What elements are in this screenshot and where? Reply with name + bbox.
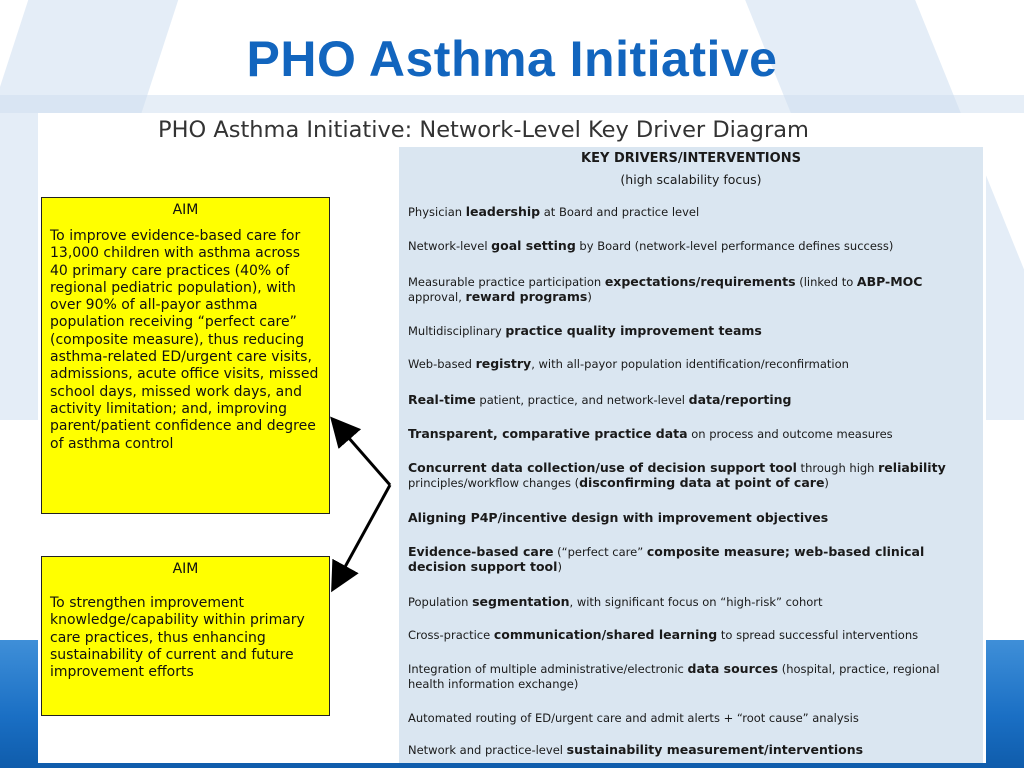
driver-key-term: leadership [465,204,541,219]
driver-key-term: ABP-MOC [856,274,923,289]
driver-text: Web-based [408,357,476,371]
driver-text: principles/workflow changes ( [408,475,580,490]
key-driver-item [408,461,968,490]
driver-key-term: Evidence-based care [408,544,554,559]
driver-key-term: sustainability measurement/interventions [566,742,864,757]
driver-key-term: goal setting [491,238,576,253]
drivers-subheader: (high scalability focus) [620,172,762,187]
diagram-title: PHO Asthma Initiative: Network-Level Key Driver Diagram [158,117,809,143]
driver-key-term: reward programs [465,288,588,304]
driver-text: at Board and practice level [540,205,700,219]
driver-key-term: composite measure; web-based clinical decision support tool [408,544,925,574]
key-driver-item [408,324,968,339]
driver-text: to spread successful interventions [717,628,919,642]
driver-text: ) [824,475,829,490]
driver-text: approval, [408,289,466,304]
driver-text: patient, practice, and network-level [475,393,689,407]
key-driver-item [408,427,968,442]
key-driver-item [408,393,968,408]
driver-key-term: Concurrent data collection/use of decision support tool [408,460,797,475]
key-driver-item [408,545,968,574]
key-driver-item [408,205,968,220]
driver-key-term: practice quality improvement teams [505,323,762,338]
key-drivers-panel [399,147,983,763]
driver-text: Automated routing of ED/urgent care and admit alerts + “root cause” analysis [408,711,859,725]
key-driver-item [408,357,968,372]
key-driver-item [408,628,968,643]
driver-text: Network and practice-level [408,743,567,757]
page-title: PHO Asthma Initiative [246,31,778,87]
driver-text: Physician [408,205,466,219]
key-driver-item [408,711,968,726]
driver-text: Network-level [408,239,492,253]
driver-text: , with significant focus on “high-risk” cohort [569,595,823,609]
driver-key-term: segmentation [472,594,570,609]
driver-text: (“perfect care” [553,545,647,559]
arrow-to-aim-1 [334,421,390,485]
driver-text: Cross-practice [408,628,494,642]
driver-key-term: Real-time [408,392,476,407]
driver-key-term: communication/shared learning [493,627,718,642]
driver-text: Integration of multiple administrative/electronic [408,662,688,676]
aim-text: To improve evidence-based care for 13,000 children with asthma across 40 primary care practices (40% of regional pediatric population), with over 90% of all-payor asthma population receiving “perfect care” (composite measure), thus reducing asthma-related ED/urgent care visits, admissions, acute office visits, missed school days, missed work days, and activity limitation; and, improving parent/patient confidence and degree of asthma control [50,228,319,452]
driver-text: ) [557,559,562,574]
key-driver-item [408,511,968,526]
key-driver-item [408,662,968,691]
key-driver-item [408,275,968,304]
driver-text: through high [796,461,879,475]
driver-text: Multidisciplinary [408,324,506,338]
aim-heading: AIM [172,561,199,577]
drivers-header: KEY DRIVERS/INTERVENTIONS [581,151,801,166]
arrow-to-aim-2 [334,485,390,587]
driver-key-term: expectations/requirements [604,274,796,289]
driver-key-term: data sources [687,661,779,676]
driver-text: on process and outcome measures [687,427,893,441]
aim-heading: AIM [172,202,199,218]
driver-key-term: data/reporting [688,392,792,407]
key-driver-item [408,239,968,254]
driver-diagram [38,113,986,763]
driver-key-term: disconfirming data at point of care [579,474,825,490]
driver-key-term: registry [475,356,532,371]
driver-key-term: Aligning P4P/incentive design with improvement objectives [408,510,829,525]
key-driver-item [408,743,968,758]
key-driver-item [408,595,968,610]
driver-text: ) [587,289,592,304]
aim-text: To strengthen improvement knowledge/capability within primary care practices, thus enhancing sustainability of current and future improvement efforts [50,595,305,681]
driver-text: (linked to [795,275,857,289]
background-streak [0,95,1024,113]
driver-text: by Board (network-level performance defines success) [575,239,894,253]
driver-text: Population [408,595,473,609]
driver-text: (hospital, practice, regional health information exchange) [408,662,940,691]
driver-key-term: Transparent, comparative practice data [408,426,688,441]
driver-key-term: reliability [878,460,946,475]
driver-text: Measurable practice participation [408,275,605,289]
driver-text: , with all-payor population identification/reconfirmation [531,357,849,371]
